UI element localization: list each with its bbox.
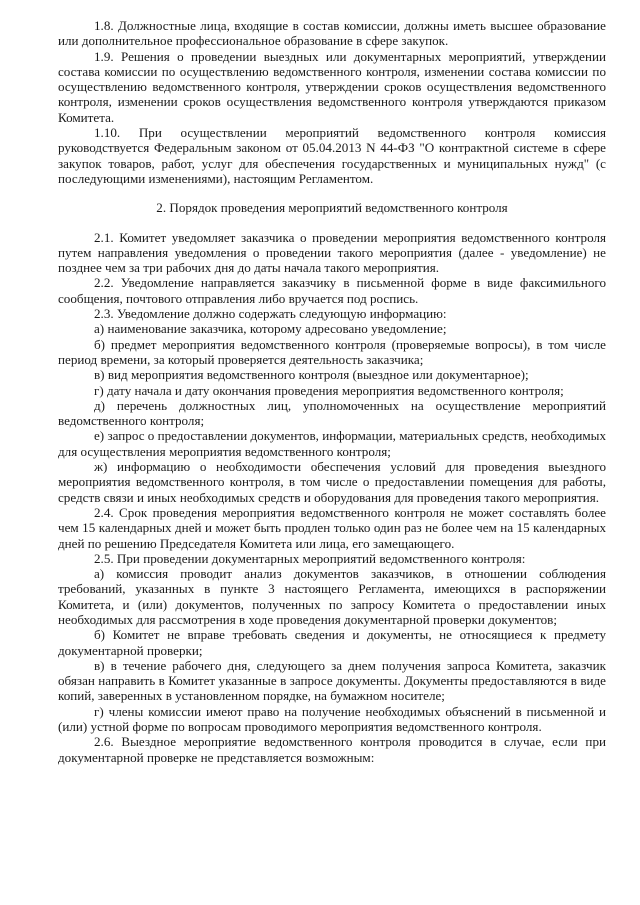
clause-2-3: 2.3. Уведомление должно содержать следующую информацию: (94, 306, 447, 322)
clause-2-5: 2.5. При проведении документарных мероприятий ведомственного контроля: (94, 550, 526, 566)
clause-2-5-v: в) в течение рабочего дня, следующего за днем получения запроса Комитета, заказчик обязан направить в Комитет указанные в запросе документы. Документы предоставляются в виде копий, заверенных в установленном порядке, на бумажном носителе; (58, 657, 606, 704)
clause-2-3-e: е) запрос о предоставлении документов, информации, материальных средств, необходимых для осуществления мероприятия ведомственного контроля; (58, 428, 606, 459)
clause-2-1: 2.1. Комитет уведомляет заказчика о проведении мероприятия ведомственного контроля путем направления уведомления о проведении такого мероприятия (далее - уведомление) не позднее чем за три рабочих дня до даты начала такого мероприятия. (58, 229, 606, 276)
clause-1-8: 1.8. Должностные лица, входящие в состав комиссии, должны иметь высшее образование или дополнительное профессиональное образование в сфере закупок. (58, 18, 606, 49)
clause-2-5-g: г) члены комиссии имеют право на получение необходимых объяснений в письменной и (или) устной форме по вопросам проводимого мероприятия ведомственного контроля. (58, 703, 606, 735)
clause-2-3-g: г) дату начала и дату окончания проведения мероприятия ведомственного контроля; (94, 382, 564, 398)
document-body (58, 18, 606, 765)
clause-2-6: 2.6. Выездное мероприятие ведомственного контроля проводится в случае, если при документарной проверке не представляется возможным: (58, 734, 606, 765)
clause-1-9: 1.9. Решения о проведении выездных или документарных мероприятий, утверждении состава комиссии по осуществлению ведомственного контроля, изменении состава комиссии по осуществлению ведомственного контроля, утверждении сроков осуществления ведомственного контроля, изменении сроков осуществления ведомственного контроля утверждаются приказом Комитета. (58, 48, 606, 125)
section-2-heading: 2. Порядок проведения мероприятий ведомственного контроля (156, 200, 508, 216)
clause-2-3-v: в) вид мероприятия ведомственного контроля (выездное или документарное); (94, 367, 529, 383)
clause-2-3-a: а) наименование заказчика, которому адресовано уведомление; (94, 321, 447, 337)
clause-2-4: 2.4. Срок проведения мероприятия ведомственного контроля не может составлять более чем 15 календарных дней и может быть продлен только один раз не более чем на 15 календарных дней по решению Председателя Комитета или лица, его замещающего. (58, 504, 606, 551)
clause-1-10: 1.10. При осуществлении мероприятий ведомственного контроля комиссия руководствуется Федеральным законом от 05.04.2013 N 44-ФЗ "О контрактной системе в сфере закупок товаров, работ, услуг для обеспечения государственных и муниципальных нужд" (с последующими изменениями), настоящим Регламентом. (58, 125, 606, 186)
clause-2-3-d: д) перечень должностных лиц, уполномоченных на осуществление мероприятий ведомственного контроля; (58, 397, 606, 429)
clause-2-3-b: б) предмет мероприятия ведомственного контроля (проверяемые вопросы), в том числе период времени, за который проверяется деятельность заказчика; (58, 336, 606, 367)
clause-2-3-zh: ж) информацию о необходимости обеспечения условий для проведения выездного мероприятия ведомственного контроля, в том числе о предоставлении помещения для работы, средств связи и иных необходимых средств и оборудования для проведения такого мероприятия. (58, 459, 606, 505)
clause-2-2: 2.2. Уведомление направляется заказчику в письменной форме в виде факсимильного сообщения, почтового отправления либо вручается под роспись. (58, 275, 606, 306)
clause-2-5-b: б) Комитет не вправе требовать сведения и документы, не относящиеся к предмету документарной проверки; (58, 627, 606, 658)
clause-2-5-a: а) комиссия проводит анализ документов заказчиков, в отношении соблюдения требований, указанных в пункте 3 настоящего Регламента, имеющихся в распоряжении Комитета, и (или) документов, полученных по запросу Комитета о предоставлении иных необходимых для рассмотрения в ходе проведения документарной проверки документов; (58, 566, 606, 627)
